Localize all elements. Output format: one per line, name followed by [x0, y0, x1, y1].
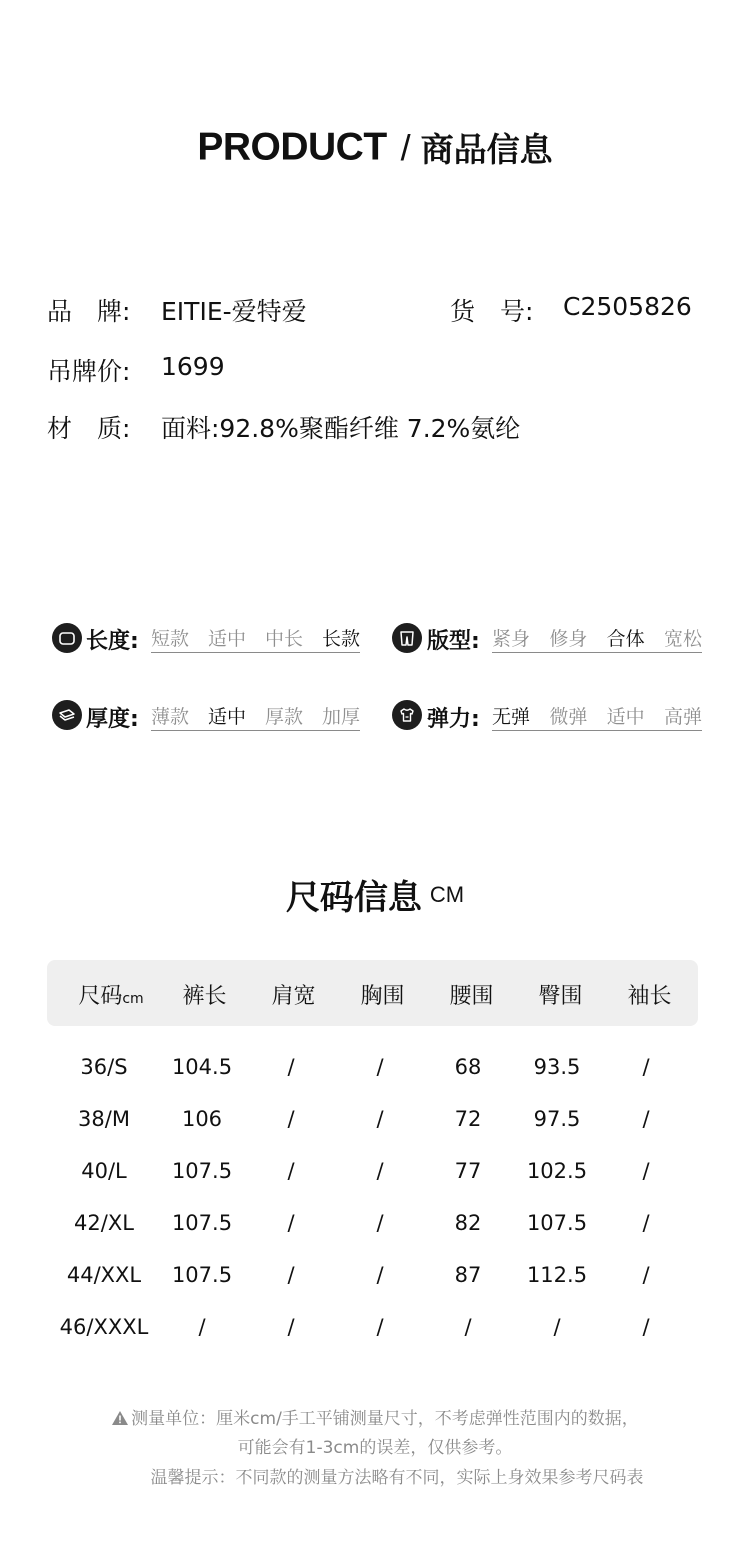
- measurement-cell: /: [287, 1263, 295, 1287]
- measurement-note-line1: [0, 1404, 750, 1431]
- fit-options: [492, 624, 702, 653]
- measurement-cell: 107.5: [171, 1159, 233, 1183]
- measurement-cell: 82: [454, 1211, 482, 1235]
- measurement-cell: 77: [454, 1159, 482, 1183]
- elastic-shirt-icon: [392, 700, 422, 730]
- warning-icon: [111, 1410, 129, 1431]
- page-header: [0, 124, 750, 174]
- price-value: 1699: [161, 352, 225, 381]
- length-option: 短款: [151, 628, 190, 650]
- sku-value: C2505826: [563, 292, 692, 321]
- brand-label: 品 牌:: [47, 297, 131, 326]
- thickness-option: 薄款: [151, 706, 190, 728]
- measurement-cell: /: [376, 1107, 384, 1131]
- column-header-size: [67, 979, 155, 1010]
- thickness-options: [151, 702, 360, 731]
- column-header-sleeve: 袖长: [627, 984, 672, 1009]
- column-header-waist: 腰围: [449, 984, 494, 1009]
- measurement-cell: /: [642, 1315, 650, 1339]
- fit-option: 修身: [549, 628, 588, 650]
- column-header-shoulder: 肩宽: [271, 984, 316, 1009]
- elasticity-option-selected: 无弹: [492, 706, 531, 728]
- pants-fit-icon: [392, 623, 422, 653]
- measurement-cell: 107.5: [171, 1211, 233, 1235]
- size-title-text: 尺码信息: [285, 878, 422, 918]
- column-header-text: 尺码: [78, 984, 123, 1009]
- measurement-cell: /: [642, 1211, 650, 1235]
- measurement-cell: /: [287, 1107, 295, 1131]
- header-title-en: PRODUCT: [197, 125, 387, 169]
- length-label: 长度:: [86, 629, 139, 654]
- material-value: 面料:92.8%聚酯纤维 7.2%氨纶: [161, 414, 521, 443]
- measurement-cell: 87: [454, 1263, 482, 1287]
- fit-option: 紧身: [492, 628, 531, 650]
- length-options: [151, 624, 360, 653]
- size-cell: 38/M: [78, 1107, 130, 1131]
- measurement-cell: 72: [454, 1107, 482, 1131]
- fit-option-selected: 合体: [606, 628, 645, 650]
- brand-value: EITIE-爱特爱: [161, 297, 307, 326]
- size-cell: 42/XL: [74, 1211, 134, 1235]
- column-header-hip: 臀围: [538, 984, 583, 1009]
- measurement-cell: /: [376, 1263, 384, 1287]
- thickness-option-selected: 适中: [207, 706, 246, 728]
- measurement-cell: 112.5: [526, 1263, 588, 1287]
- size-section-title: [0, 870, 750, 919]
- material-label: 材 质:: [47, 414, 131, 443]
- measurement-cell: /: [464, 1315, 472, 1339]
- elasticity-label: 弹力:: [427, 707, 480, 732]
- tip-note: 温馨提示：不同款的测量方法略有不同，实际上身效果参考尺码表: [150, 1468, 644, 1488]
- measurement-cell: /: [642, 1055, 650, 1079]
- measurement-cell: /: [287, 1055, 295, 1079]
- measurement-note-line2: 可能会有1-3cm的误差，仅供参考。: [237, 1438, 513, 1458]
- measurement-cell: /: [376, 1159, 384, 1183]
- sku-label: 货 号:: [450, 297, 534, 326]
- measurement-cell: 104.5: [171, 1055, 233, 1079]
- measurement-cell: 106: [181, 1107, 223, 1131]
- size-title-unit: CM: [429, 881, 465, 907]
- measurement-cell: 97.5: [533, 1107, 581, 1131]
- size-table-header: [47, 960, 698, 1026]
- column-header-length: 裤长: [182, 984, 227, 1009]
- measurement-cell: /: [376, 1211, 384, 1235]
- fit-option: 宽松: [663, 628, 702, 650]
- measurement-cell: /: [642, 1159, 650, 1183]
- elasticity-options: [492, 702, 702, 731]
- measurement-cell: /: [198, 1315, 206, 1339]
- length-option: 中长: [264, 628, 303, 650]
- measurement-cell: 102.5: [526, 1159, 588, 1183]
- fit-label: 版型:: [427, 629, 480, 654]
- measurement-cell: 93.5: [533, 1055, 581, 1079]
- column-header-chest: 胸围: [360, 984, 405, 1009]
- measurement-cell: /: [642, 1107, 650, 1131]
- measurement-cell: 107.5: [171, 1263, 233, 1287]
- measurement-cell: /: [376, 1315, 384, 1339]
- size-cell: 40/L: [81, 1159, 127, 1183]
- garment-length-icon: [52, 623, 82, 653]
- measurement-cell: /: [287, 1211, 295, 1235]
- size-cell: 36/S: [80, 1055, 128, 1079]
- measurement-cell: /: [287, 1315, 295, 1339]
- length-option-selected: 长款: [321, 628, 360, 650]
- size-cell: 44/XXL: [66, 1263, 142, 1287]
- thickness-option: 加厚: [321, 706, 360, 728]
- header-title-cn: 商品信息: [420, 130, 553, 169]
- measurement-cell: /: [553, 1315, 561, 1339]
- fabric-thickness-icon: [52, 700, 82, 730]
- measurement-cell: /: [376, 1055, 384, 1079]
- elasticity-option: 高弹: [663, 706, 702, 728]
- measurement-cell: /: [642, 1263, 650, 1287]
- measurement-cell: /: [287, 1159, 295, 1183]
- thickness-label: 厚度:: [86, 707, 139, 732]
- elasticity-option: 微弹: [549, 706, 588, 728]
- measurement-note-text: 测量单位：厘米cm/手工平铺测量尺寸，不考虑弹性范围内的数据，: [131, 1409, 639, 1429]
- elasticity-option: 适中: [606, 706, 645, 728]
- length-option: 适中: [207, 628, 246, 650]
- header-separator: /: [400, 126, 411, 168]
- column-header-unit: cm: [122, 991, 144, 1007]
- measurement-cell: 68: [454, 1055, 482, 1079]
- measurement-cell: 107.5: [526, 1211, 588, 1235]
- thickness-option: 厚款: [264, 706, 303, 728]
- price-label: 吊牌价:: [47, 357, 131, 386]
- size-cell: 46/XXXL: [59, 1315, 149, 1339]
